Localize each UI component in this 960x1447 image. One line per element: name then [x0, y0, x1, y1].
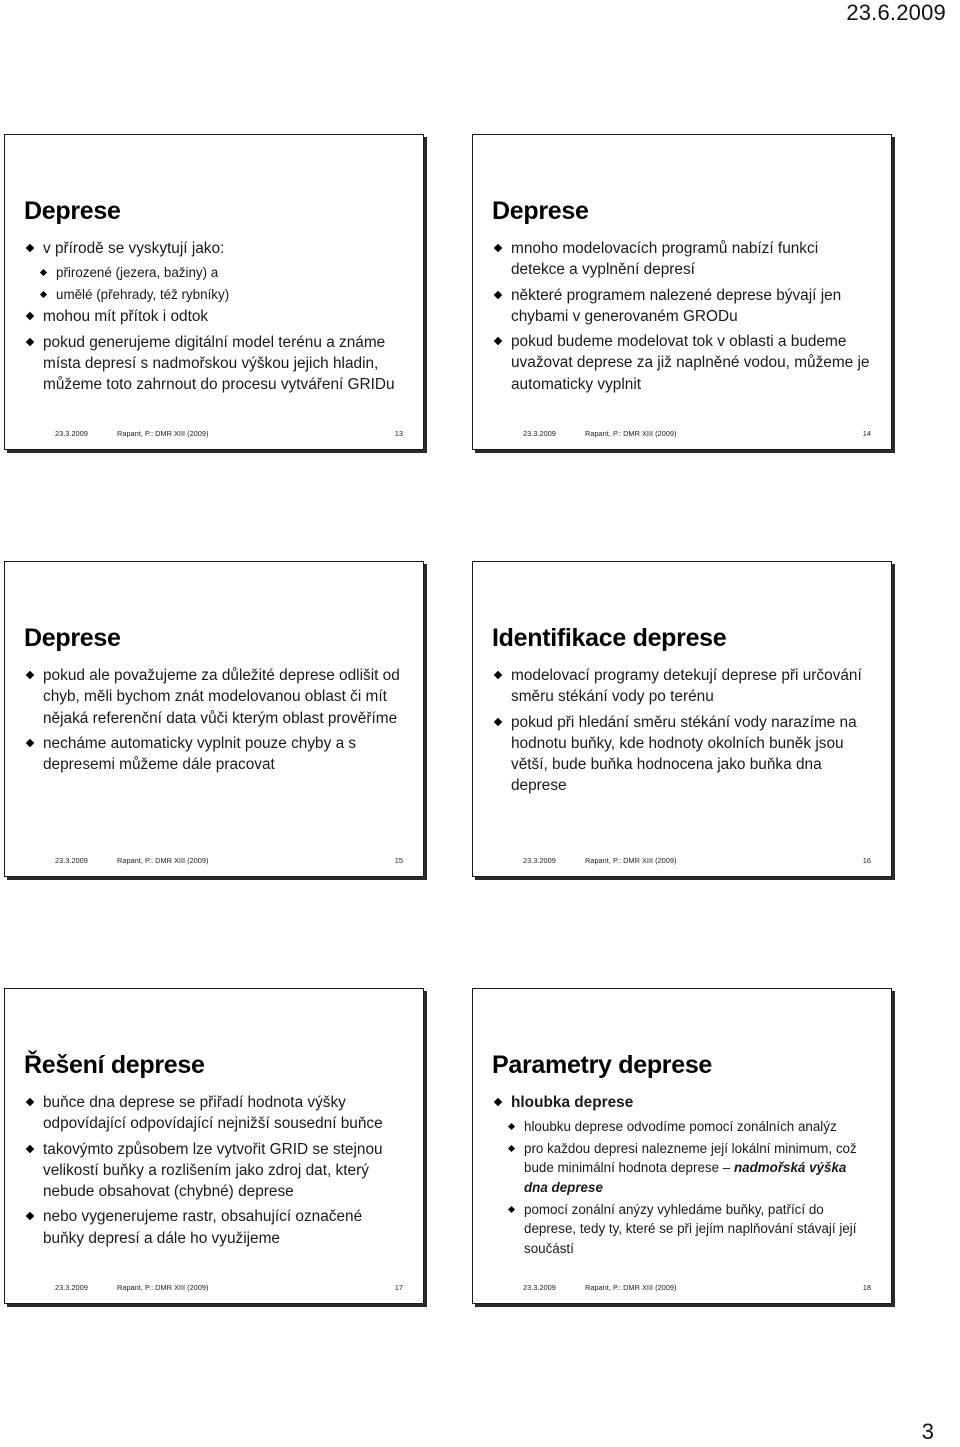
diamond-bullet-icon	[494, 671, 502, 679]
slide-footer	[5, 856, 423, 868]
sub-bullet-item	[24, 263, 402, 283]
footer-author: Rapant, P.: DMR XIII (2009)	[585, 1283, 677, 1292]
footer-date: 23.3.2009	[523, 1283, 556, 1292]
slide-17	[4, 988, 424, 1304]
footer-date: 23.3.2009	[523, 429, 556, 438]
footer-date: 23.3.2009	[55, 429, 88, 438]
slide-title: Deprese	[24, 197, 121, 225]
slide-bullet-list	[492, 665, 870, 801]
slide-number: 13	[394, 429, 403, 438]
diamond-bullet-icon	[26, 244, 34, 252]
diamond-bullet-icon	[26, 1212, 34, 1220]
slide-title: Parametry deprese	[492, 1051, 713, 1079]
slide-14	[472, 134, 892, 450]
slide-title: Deprese	[492, 197, 589, 225]
sub-bullet-item	[24, 285, 402, 305]
footer-author: Rapant, P.: DMR XIII (2009)	[585, 429, 677, 438]
slide-number: 16	[862, 856, 871, 865]
slide-15	[4, 561, 424, 877]
slide-number: 18	[862, 1283, 871, 1292]
bullet-text: hloubka deprese	[511, 1094, 634, 1111]
slide-footer	[473, 856, 891, 868]
bullet-text: takovýmto způsobem lze vytvořit GRID se stejnou velikostí buňky a rozlišením jako zdroj dat, který nebude obsahovat (chybné) deprese	[43, 1140, 383, 1201]
diamond-bullet-icon	[494, 1098, 502, 1106]
diamond-bullet-icon	[508, 1145, 515, 1152]
footer-author: Rapant, P.: DMR XIII (2009)	[585, 856, 677, 865]
bullet-item	[24, 1092, 402, 1135]
sub-bullet-item	[492, 1200, 870, 1259]
diamond-bullet-icon	[494, 337, 502, 345]
diamond-bullet-icon	[26, 739, 34, 747]
slide-18	[472, 988, 892, 1304]
diamond-bullet-icon	[508, 1123, 515, 1130]
footer-date: 23.3.2009	[55, 856, 88, 865]
slide-bullet-list	[24, 665, 402, 779]
bullet-text: přirozené (jezera, bažiny) a	[56, 265, 219, 281]
bullet-text: pokud ale považujeme za důležité deprese odlišit od chyb, měli bychom znát modelovanou oblast či mít nějaká referenční data vůči kterým oblast prověříme	[43, 667, 400, 727]
bullet-text: nebo vygenerujeme rastr, obsahující označené buňky depresí a dále ho využijeme	[43, 1208, 363, 1247]
bullet-text: pro každou depresi nalezneme její lokální minimum, což bude minimální hodnota deprese –	[524, 1140, 857, 1176]
diamond-bullet-icon	[26, 671, 34, 679]
bullet-text: některé programem nalezené deprese bývají jen chybami v generovaném GRODu	[511, 286, 842, 325]
footer-date: 23.3.2009	[523, 856, 556, 865]
bullet-text: hloubku deprese odvodíme pomocí zonálních analýz	[524, 1119, 837, 1135]
slide-bullet-list	[492, 1092, 870, 1260]
bullet-item	[492, 331, 870, 395]
sub-bullet-item	[492, 1117, 870, 1137]
slide-16	[472, 561, 892, 877]
diamond-bullet-icon	[494, 717, 502, 725]
bullet-item	[492, 285, 870, 328]
bullet-item	[24, 1206, 402, 1249]
slide-number: 17	[394, 1283, 403, 1292]
bullet-text: pomocí zonální anýzy vyhledáme buňky, patřící do deprese, tedy ty, které se při jejím naplňování stávají její součástí	[524, 1201, 857, 1256]
sub-bullet-item	[492, 1139, 870, 1198]
bullet-text: mnoho modelovacích programů nabízí funkci detekce a vyplnění depresí	[511, 240, 819, 279]
footer-author: Rapant, P.: DMR XIII (2009)	[117, 1283, 209, 1292]
slide-bullet-list	[24, 238, 402, 400]
diamond-bullet-icon	[26, 312, 34, 320]
slide-footer	[473, 1283, 891, 1295]
bullet-text: necháme automaticky vyplnit pouze chyby a s depresemi můžeme dále pracovat	[43, 734, 357, 774]
diamond-bullet-icon	[40, 291, 47, 298]
bullet-item	[492, 712, 870, 797]
slide-footer	[5, 429, 423, 441]
bullet-text: pokud generujeme digitální model terénu a známe místa depresí s nadmořskou výškou jejich hladin, můžeme toto zahrnout do procesu vytváření GRIDu	[43, 333, 395, 394]
bullet-text: pokud při hledání směru stékání vody narazíme na hodnotu buňky, kde hodnoty okolních buněk jsou větší, bude buňka hodnocena jako buňka dna deprese	[511, 713, 857, 795]
bullet-item	[24, 1139, 402, 1203]
footer-date: 23.3.2009	[55, 1283, 88, 1292]
diamond-bullet-icon	[508, 1206, 515, 1213]
bullet-item	[492, 1092, 870, 1113]
bullet-text: v přírodě se vyskytují jako:	[43, 240, 225, 257]
slide-13	[4, 134, 424, 450]
diamond-bullet-icon	[26, 1098, 34, 1106]
slide-footer	[473, 429, 891, 441]
slide-title: Deprese	[24, 624, 121, 652]
slide-number: 14	[862, 429, 871, 438]
diamond-bullet-icon	[494, 244, 502, 252]
bullet-emphasis: nadmořská výška dna deprese	[524, 1160, 847, 1196]
bullet-text: modelovací programy detekují deprese při určování směru stékání vody po terénu	[511, 667, 862, 706]
bullet-item	[24, 733, 402, 776]
bullet-item	[24, 665, 402, 729]
slide-bullet-list	[24, 1092, 402, 1253]
bullet-item	[24, 306, 402, 327]
diamond-bullet-icon	[26, 1144, 34, 1152]
slide-number: 15	[394, 856, 403, 865]
bullet-text: mohou mít přítok i odtok	[43, 308, 209, 326]
slide-title: Řešení deprese	[24, 1051, 205, 1079]
bullet-item	[24, 238, 402, 259]
bullet-item	[492, 665, 870, 708]
bullet-text: buňce dna deprese se přiřadí hodnota výšky odpovídající odpovídající nejnižší sousední buňce	[43, 1094, 383, 1133]
header-date: 23.6.2009	[846, 0, 946, 25]
diamond-bullet-icon	[494, 290, 502, 298]
bullet-text: umělé (přehrady, též rybníky)	[56, 286, 230, 302]
slide-footer	[5, 1283, 423, 1295]
bullet-item	[24, 332, 402, 396]
footer-author: Rapant, P.: DMR XIII (2009)	[117, 856, 209, 865]
page-number: 3	[921, 1419, 934, 1444]
diamond-bullet-icon	[40, 269, 47, 276]
slide-title: Identifikace deprese	[492, 624, 727, 652]
diamond-bullet-icon	[26, 338, 34, 346]
slide-bullet-list	[492, 238, 870, 399]
footer-author: Rapant, P.: DMR XIII (2009)	[117, 429, 209, 438]
bullet-text: pokud budeme modelovat tok v oblasti a budeme uvažovat deprese za již naplněné vodou, můžeme je automaticky vyplnit	[511, 333, 870, 393]
bullet-item	[492, 238, 870, 281]
